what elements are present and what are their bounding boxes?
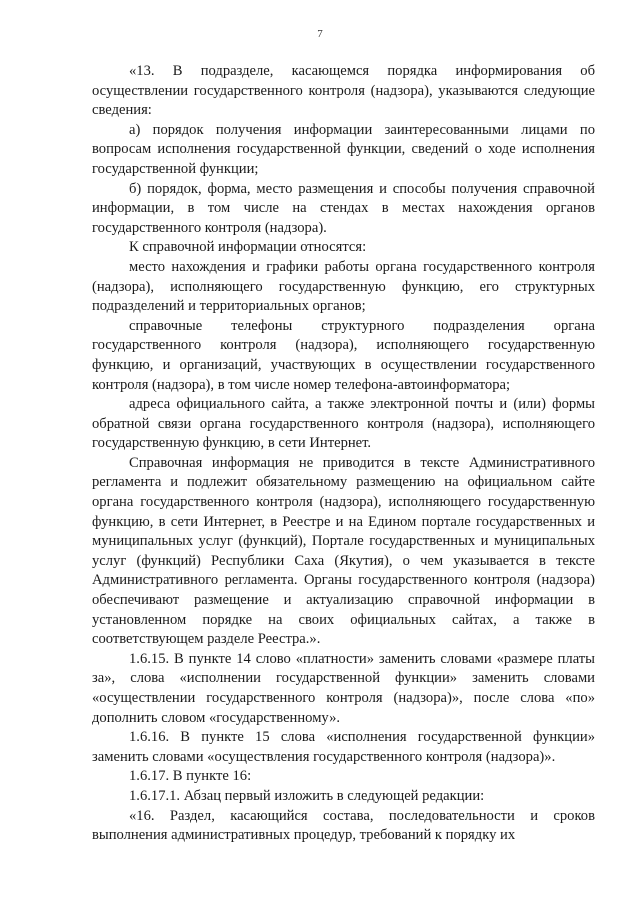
paragraph-reference-phones: справочные телефоны структурного подразделения органа государственного контроля (надзора), исполняющего государственную функцию, и организаций, участвующих в осуществлении государственного контроля (надзора), в том числе номер телефона-автоинформатора; — [92, 317, 595, 393]
paragraph-1-6-15: 1.6.15. В пункте 14 слово «платности» заменить словами «размере платы за», слова «исполнении государственной функции» заменить словами «осуществлении государственного контроля (надзора)», после слова «по» дополнить словом «государственному». — [92, 650, 595, 726]
paragraph-website-addresses: адреса официального сайта, а также электронной почты и (или) формы обратной связи органа государственного контроля (надзора), исполняющего государственную функцию, в сети Интернет. — [92, 396, 595, 452]
paragraph-reference-info-heading: К справочной информации относятся: — [129, 239, 367, 256]
paragraph-item-b: б) порядок, форма, место размещения и способы получения справочной информации, в том числе на стендах в местах нахождения органов государственного контроля (надзора). — [92, 180, 595, 236]
paragraph-item-a: а) порядок получения информации заинтересованными лицами по вопросам исполнения государственной функции, сведений о ходе исполнения государственной функции; — [92, 121, 595, 177]
paragraph-1-6-17-1: 1.6.17.1. Абзац первый изложить в следующей редакции: — [129, 787, 485, 804]
paragraph-location-schedule: место нахождения и графики работы органа государственного контроля (надзора), исполняющего государственную функцию, его структурных подразделений и территориальных органов; — [92, 258, 595, 315]
paragraph-1-6-17: 1.6.17. В пункте 16: — [129, 768, 252, 785]
paragraph-1-6-16: 1.6.16. В пункте 15 слова «исполнения государственной функции» заменить словами «осуществления государственного контроля (надзора)». — [92, 729, 595, 765]
document-body — [92, 62, 595, 846]
paragraph-section-16-start: «16. Раздел, касающийся состава, последовательности и сроков выполнения административных процедур, требований к порядку их — [92, 807, 595, 844]
paragraph-section-13-intro: «13. В подразделе, касающемся порядка информирования об осуществлении государственного контроля (надзора), указываются следующие сведения: — [92, 63, 595, 119]
paragraph-reference-info-publication: Справочная информация не приводится в тексте Административного регламента и подлежит обязательному размещению на официальном сайте органа государственного контроля (надзора), исполняющего государственную функцию, в сети Интернет, в Реестре и на Едином портале государственных и муниципальных услуг (функций), Портале государственных и муниципальных услуг (функций) Республики Саха (Якутия), о чем указывается в тексте Административного регламента. Органы государственного контроля (надзора) обеспечивают размещение и актуализацию справочной информации в установленном порядке на своих официальных сайтах, а также в соответствующем разделе Реестра.». — [92, 454, 595, 648]
page-number: 7 — [317, 28, 323, 40]
